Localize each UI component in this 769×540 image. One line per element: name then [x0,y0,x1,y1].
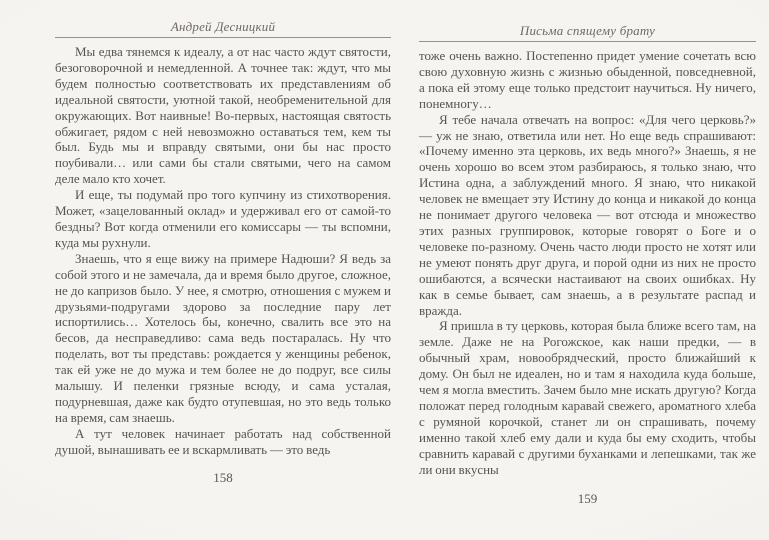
running-head-rule [419,41,756,42]
running-head-rule [55,37,391,38]
paragraph: Я пришла в ту церковь, которая была ближе всего там, на земле. Даже не на Рогожское, как наши предки, — в обычный храм, новообрядческий, просто ближайший к дому. Он был не идеален, но и там я находила куда больше, чем я могла вместить. Зачем было мне искать другую? Когда положат перед голодным каравай свежего, ароматного хлеба с румяной корочкой, станет ли он спрашивать, почему именно такой хлеб ему дали и куда бы ему сходить, чтобы сравнить каравай с другими буханками и лепешками, так же ли они вкусны [419,318,756,477]
running-head-title: Письма спящему брату [519,23,656,38]
paragraph: А тут человек начинает работать над собственной душой, вынашивать ее и вскармливать — это ведь [55,425,391,457]
page-left [55,0,391,486]
paragraph: тоже очень важно. Постепенно придет умение сочетать всю свою духовную жизнь с жизнью обыденной, повседневной, а пока ей этому еще только предстоит научиться. Ну ничего, понемногу… [419,48,756,111]
paragraph: Я тебе начала отвечать на вопрос: «Для чего церковь?» — уж не знаю, ответила или нет. Но еще ведь спрашивают: «Почему именно эта церковь, их ведь много?» Знаешь, я не очень хорошо во всем этом разбираюсь, я только знаю, что Истина одна, а заблуждений много. Я знаю, что никакой человек не вмещает эту Истину до конца и никакой до конца не понимает другого человека — вот отсюда и множество этих разных группировок, которые говорят о Боге и о человеке по-разному. Очень часто люди просто не хотят или не умеют понять друг друга, и порой одни из них не просто ошибаются, а всячески настаивают на своих ошибках. Ну как в семье бывает, сам знаешь, а в результате распад и вражда. [419,111,756,318]
page-body-text [419,48,756,477]
page-right [419,0,756,507]
paragraph: И еще, ты подумай про того купчину из стихотворения. Может, «зацелованный оклад» и удерживал его от самой-то бездны? Вот когда отменили его комиссары — ты вспомни, куда мы рухнули. [55,187,391,250]
page-number: 158 [213,469,233,485]
page-number: 159 [577,491,598,507]
paragraph: Мы едва тянемся к идеалу, а от нас часто ждут святости, безоговорочной и немедленной. А точнее так: ждут, что мы будем полностью соответствовать их представлениям об идеальной святости, уютной такой, необременительной для окружающих. Вот наивные! Во-первых, настоящая святость обжигает, рядом с ней невозможно оставаться тем, кем ты был. Будь мы и вправду святыми, они бы нас просто поубивали… или сами бы стали святыми, чего на самом деле мало кто хочет. [55,44,391,187]
running-head-author: Андрей Десницкий [170,19,276,34]
page-body-text [55,44,391,458]
paragraph: Знаешь, что я еще вижу на примере Надюши? Я ведь за собой этого и не замечала, да и время было другое, сложное, не до капризов было. У нее, я смотрю, отношения с мужем и друзьями-подругами здорово за последние пару лет испортились… Хотелось бы, конечно, свалить все это на бесов, да несправедливо: сама ведь постаралась. Ну что поделать, вот ты представь: рождается у женщины ребенок, так ей уже не до мужа и тем более не до подруг, все силы малышу. И пеленки грязные всюду, и сама усталая, подурневшая, даже как будто отупевшая, но это ведь только на время, сам знаешь. [55,250,391,425]
